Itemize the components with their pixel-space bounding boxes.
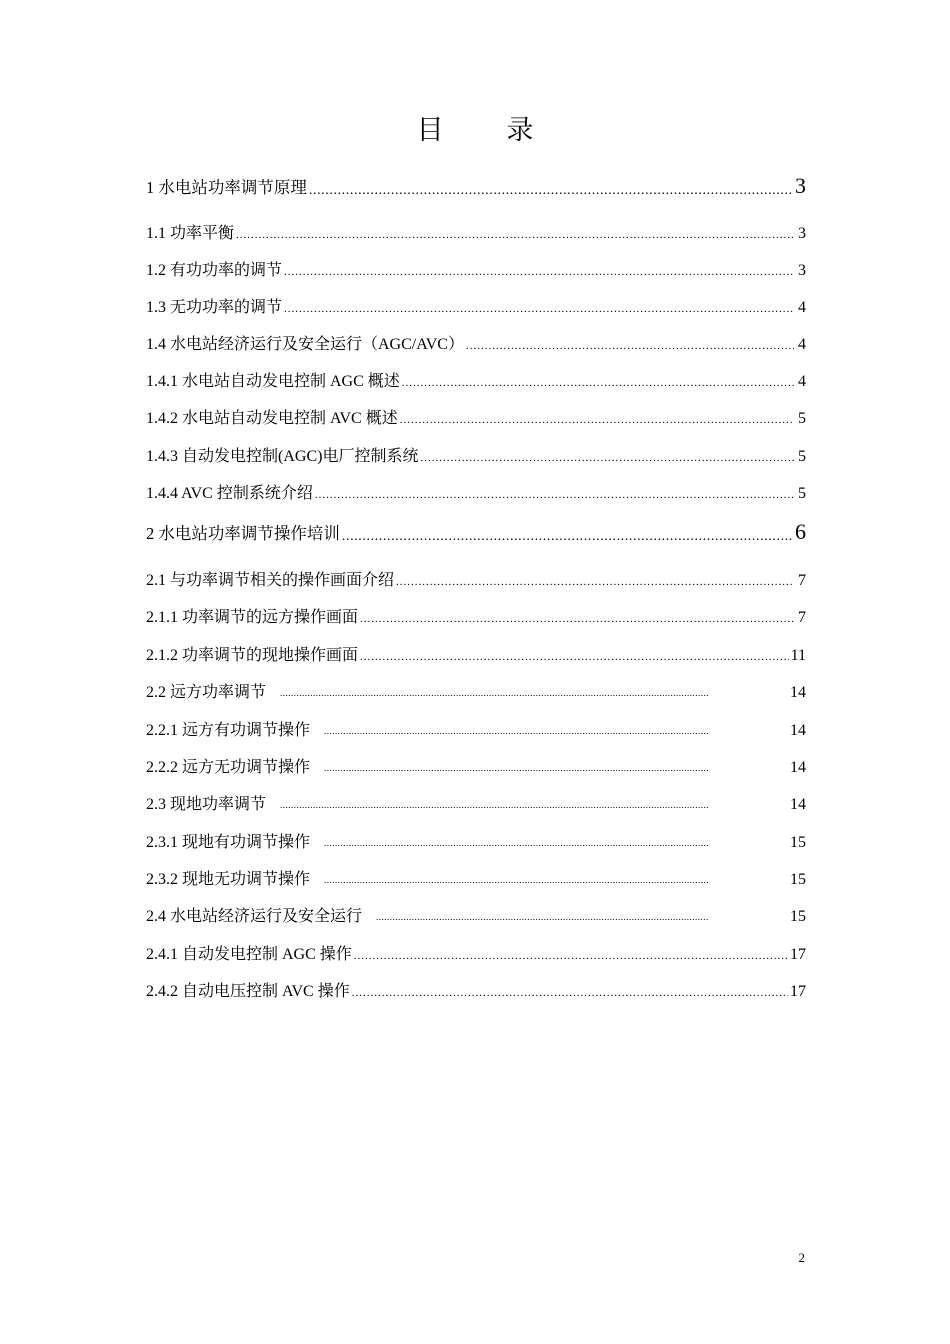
toc-entry-label: 2.4 水电站经济运行及安全运行 xyxy=(146,908,363,925)
toc-leader-dots xyxy=(400,409,794,429)
toc-entry-label: 1.4 水电站经济运行及安全运行（AGC/AVC） xyxy=(146,336,464,353)
toc-entry-label: 2.1.2 功率调节的现地操作画面 xyxy=(146,647,359,664)
toc-entry[interactable] xyxy=(146,445,806,467)
toc-entry-page: 17 xyxy=(790,946,806,963)
toc-entry[interactable] xyxy=(146,980,806,1002)
toc-entry[interactable] xyxy=(146,644,806,666)
toc-entry-page: 6 xyxy=(795,519,806,544)
toc-entry-page: 7 xyxy=(798,609,806,626)
toc-leader-dots xyxy=(315,484,794,504)
toc-entry[interactable] xyxy=(146,719,806,741)
toc-entry-label: 1.4.2 水电站自动发电控制 AVC 概述 xyxy=(146,410,398,427)
toc-entry[interactable] xyxy=(146,831,806,853)
toc-entry-page: 14 xyxy=(790,722,806,739)
toc-leader-dots xyxy=(360,646,789,666)
toc-title: 目 录 xyxy=(416,115,562,145)
toc-leader-dots xyxy=(324,721,709,741)
toc-entry-label: 1.4.3 自动发电控制(AGC)电厂控制系统 xyxy=(146,448,419,465)
toc-entry[interactable] xyxy=(146,222,806,244)
toc-entry[interactable] xyxy=(146,173,806,198)
toc-entry-label: 2.3.1 现地有功调节操作 xyxy=(146,834,311,851)
toc-entry[interactable] xyxy=(146,482,806,504)
toc-entry-label: 2.2 远方功率调节 xyxy=(146,684,267,701)
toc-entry-page: 3 xyxy=(798,262,806,279)
toc-leader-dots xyxy=(284,298,794,318)
toc-entry-label: 1.1 功率平衡 xyxy=(146,225,235,242)
toc-entry-label: 2.2.1 远方有功调节操作 xyxy=(146,722,311,739)
toc-entry-page: 14 xyxy=(790,684,806,701)
toc-entry-label: 2 水电站功率调节操作培训 xyxy=(146,524,340,543)
toc-entry-label: 2.1 与功率调节相关的操作画面介绍 xyxy=(146,572,395,589)
toc-entry-page: 14 xyxy=(790,759,806,776)
toc-entry-label: 1 水电站功率调节原理 xyxy=(146,178,307,197)
toc-entry-page: 4 xyxy=(798,299,806,316)
toc-entry[interactable] xyxy=(146,606,806,628)
toc-entry[interactable] xyxy=(146,407,806,429)
toc-leader-dots xyxy=(354,945,788,965)
toc-leader-dots xyxy=(309,178,793,198)
toc-entry[interactable] xyxy=(146,569,806,591)
toc-entry-page: 5 xyxy=(798,448,806,465)
toc-entry[interactable] xyxy=(146,868,806,890)
toc-leader-dots xyxy=(280,683,709,703)
toc-entry[interactable] xyxy=(146,905,806,927)
toc-entry[interactable] xyxy=(146,943,806,965)
toc-entry-page: 5 xyxy=(798,410,806,427)
toc-entry-page: 3 xyxy=(795,173,806,198)
toc-entry-page: 7 xyxy=(798,572,806,589)
toc-entry-label: 1.2 有功功率的调节 xyxy=(146,262,283,279)
toc-entry[interactable] xyxy=(146,519,806,544)
toc-entry-label: 2.3 现地功率调节 xyxy=(146,796,267,813)
toc-leader-dots xyxy=(420,447,794,467)
toc-entry[interactable] xyxy=(146,681,806,703)
page-number: 2 xyxy=(798,1250,805,1265)
toc-entry-label: 2.4.2 自动电压控制 AVC 操作 xyxy=(146,983,350,1000)
toc-leader-dots xyxy=(360,608,794,628)
toc-entry-label: 2.4.1 自动发电控制 AGC 操作 xyxy=(146,946,352,963)
toc-entry-page: 15 xyxy=(790,908,806,925)
toc-entry-page: 17 xyxy=(790,983,806,1000)
toc-entry-page: 11 xyxy=(790,647,806,664)
toc-entry[interactable] xyxy=(146,259,806,281)
toc-entry-page: 15 xyxy=(790,871,806,888)
toc-leader-dots xyxy=(402,372,794,392)
toc-entry[interactable] xyxy=(146,333,806,355)
toc-leader-dots xyxy=(324,758,709,778)
toc-leader-dots xyxy=(396,571,794,591)
toc-leader-dots xyxy=(466,335,794,355)
toc-leader-dots xyxy=(280,795,709,815)
toc-entry-label: 1.3 无功功率的调节 xyxy=(146,299,283,316)
toc-entry[interactable] xyxy=(146,793,806,815)
toc-entry[interactable] xyxy=(146,370,806,392)
toc-leader-dots xyxy=(324,870,709,890)
toc-entry-label: 2.3.2 现地无功调节操作 xyxy=(146,871,311,888)
toc-entry-page: 4 xyxy=(798,373,806,390)
toc-leader-dots xyxy=(284,261,794,281)
toc-leader-dots xyxy=(236,224,794,244)
toc-entry-label: 1.4.1 水电站自动发电控制 AGC 概述 xyxy=(146,373,400,390)
toc-entry-page: 14 xyxy=(790,796,806,813)
toc-leader-dots xyxy=(324,833,709,853)
toc-entry-page: 5 xyxy=(798,485,806,502)
toc-entry[interactable] xyxy=(146,756,806,778)
toc-leader-dots xyxy=(352,982,788,1002)
toc-entry-page: 3 xyxy=(798,225,806,242)
toc-entry-label: 2.1.1 功率调节的远方操作画面 xyxy=(146,609,359,626)
toc-leader-dots xyxy=(376,907,709,927)
toc-entry[interactable] xyxy=(146,296,806,318)
toc-entry-page: 15 xyxy=(790,834,806,851)
toc-entry-page: 4 xyxy=(798,336,806,353)
toc-entry-label: 1.4.4 AVC 控制系统介绍 xyxy=(146,485,313,502)
toc-leader-dots xyxy=(342,524,793,544)
toc-entry-label: 2.2.2 远方无功调节操作 xyxy=(146,759,311,776)
